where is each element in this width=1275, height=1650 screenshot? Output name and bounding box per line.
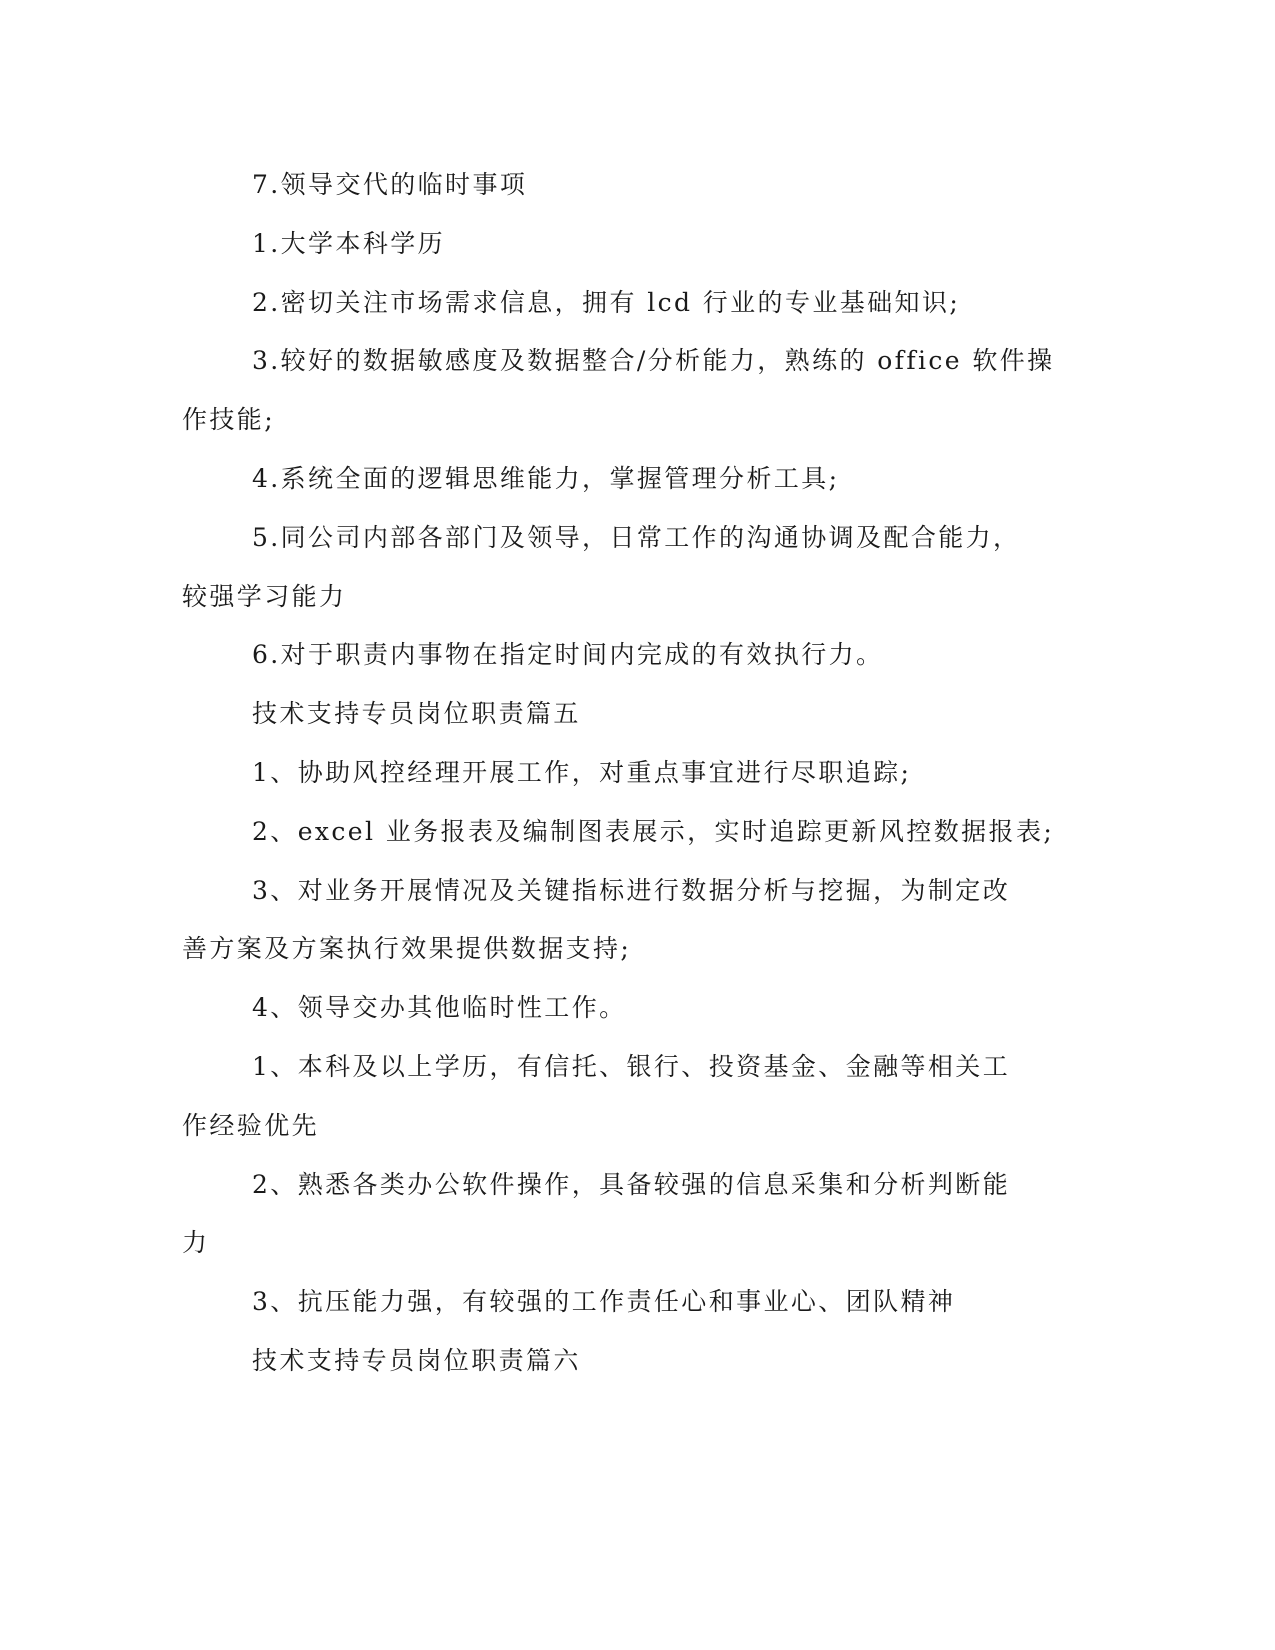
- paragraph-line: 2、excel 业务报表及编制图表展示，实时追踪更新风控数据报表;: [252, 816, 1055, 846]
- paragraph-line: 1、本科及以上学历，有信托、银行、投资基金、金融等相关工: [252, 1051, 1011, 1081]
- paragraph-line: 3、对业务开展情况及关键指标进行数据分析与挖掘，为制定改: [252, 875, 1011, 905]
- paragraph-line: 2、熟悉各类办公软件操作，具备较强的信息采集和分析判断能: [252, 1169, 1011, 1199]
- paragraph-line: 善方案及方案执行效果提供数据支持;: [182, 934, 632, 964]
- paragraph-line: 6.对于职责内事物在指定时间内完成的有效执行力。: [252, 640, 884, 670]
- paragraph-line: 7.领导交代的临时事项: [252, 170, 528, 199]
- paragraph-line: 5.同公司内部各部门及领导，日常工作的沟通协调及配合能力，: [252, 522, 1021, 552]
- paragraph-line: 作技能;: [182, 405, 276, 435]
- section-heading: 技术支持专员岗位职责篇六: [252, 1345, 581, 1375]
- paragraph-line: 2.密切关注市场需求信息，拥有 lcd 行业的专业基础知识;: [252, 287, 961, 317]
- paragraph-line: 较强学习能力: [182, 581, 347, 611]
- paragraph-line: 1、协助风控经理开展工作，对重点事宜进行尽职追踪;: [252, 757, 912, 787]
- paragraph-line: 作经验优先: [182, 1110, 320, 1140]
- paragraph-line: 力: [182, 1228, 210, 1258]
- paragraph-line: 4.系统全面的逻辑思维能力，掌握管理分析工具;: [252, 463, 840, 493]
- paragraph-line: 3.较好的数据敏感度及数据整合/分析能力，熟练的 office 软件操: [252, 346, 1055, 376]
- paragraph-line: 1.大学本科学历: [252, 228, 446, 258]
- document-body: [182, 156, 1055, 1391]
- paragraph-line: 4、领导交办其他临时性工作。: [252, 993, 627, 1023]
- paragraph-line: 3、抗压能力强，有较强的工作责任心和事业心、团队精神: [252, 1287, 956, 1317]
- section-heading: 技术支持专员岗位职责篇五: [252, 699, 581, 729]
